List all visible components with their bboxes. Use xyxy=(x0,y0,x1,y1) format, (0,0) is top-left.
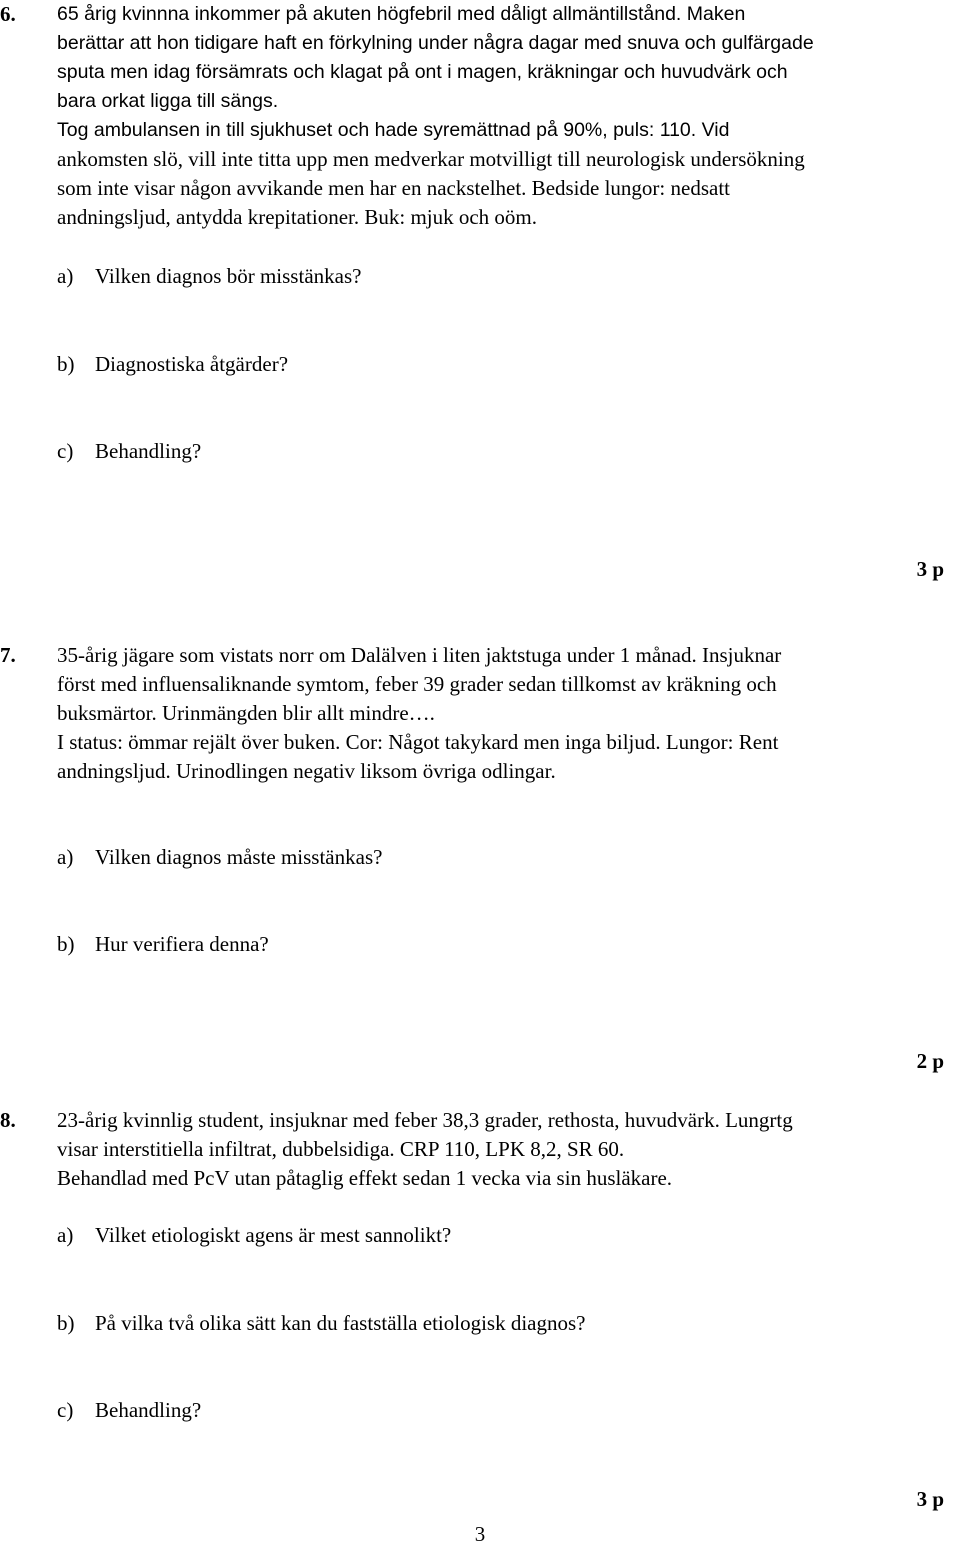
case-text-line: 65 årig kvinnna inkommer på akuten högfebril med dåligt allmäntillstånd. Maken xyxy=(57,3,746,25)
sub-question-text: På vilka två olika sätt kan du fastställa etiologisk diagnos? xyxy=(95,1311,586,1335)
sub-question-b xyxy=(57,350,288,379)
sub-question-label: b) xyxy=(57,932,75,956)
case-text-line: andningsljud. Urinodlingen negativ liksom övriga odlingar. xyxy=(57,759,556,783)
sub-question-c xyxy=(57,437,201,466)
case-text-line: visar interstitiella infiltrat, dubbelsidiga. CRP 110, LPK 8,2, SR 60. xyxy=(57,1137,625,1161)
sub-question-label: a) xyxy=(57,845,74,869)
sub-question-text: Vilken diagnos bör misstänkas? xyxy=(95,264,362,288)
sub-question-c xyxy=(57,1396,201,1425)
sub-question-label: b) xyxy=(57,352,75,376)
case-text-line: 23-årig kvinnlig student, insjuknar med feber 38,3 grader, rethosta, huvudvärk. Lungrtg xyxy=(57,1108,793,1132)
case-description-continued xyxy=(57,116,957,145)
points-label: 3 p xyxy=(916,557,944,581)
case-text-line: 35-årig jägare som vistats norr om Dalälven i liten jaktstuga under 1 månad. Insjuknar xyxy=(57,643,782,667)
case-text-line: ankomsten slö, vill inte titta upp men medverkar motvilligt till neurologisk undersökning xyxy=(57,147,805,171)
sub-question-label: c) xyxy=(57,1398,74,1422)
sub-question-text: Vilken diagnos måste misstänkas? xyxy=(95,845,383,869)
sub-question-text: Behandling? xyxy=(95,439,202,463)
sub-question-text: Diagnostiska åtgärder? xyxy=(95,352,289,376)
sub-question-text: Behandling? xyxy=(95,1398,202,1422)
case-text-line: berättar att hon tidigare haft en förkylning under några dagar med snuva och gulfärgade xyxy=(57,32,814,54)
case-text-line: I status: ömmar rejält över buken. Cor: Något takykard men inga biljud. Lungor: Rent xyxy=(57,730,779,754)
case-description xyxy=(57,641,957,786)
sub-question-a xyxy=(57,843,382,872)
sub-question-label: a) xyxy=(57,264,74,288)
sub-question-b xyxy=(57,930,269,959)
sub-question-a xyxy=(57,1221,451,1250)
sub-question-text: Vilket etiologiskt agens är mest sannolikt? xyxy=(95,1223,452,1247)
case-text-line: Tog ambulansen in till sjukhuset och hade syremättnad på 90%, puls: 110. Vid xyxy=(57,119,730,141)
case-description xyxy=(57,1106,957,1193)
case-text-line: buksmärtor. Urinmängden blir allt mindre…. xyxy=(57,701,435,725)
case-text-line: först med influensaliknande symtom, feber 39 grader sedan tillkomst av kräkning och xyxy=(57,672,777,696)
case-text-line: som inte visar någon avvikande men har en nackstelhet. Bedside lungor: nedsatt xyxy=(57,176,730,200)
case-description xyxy=(57,0,957,116)
page-number: 3 xyxy=(474,1522,486,1546)
points-label: 3 p xyxy=(916,1487,944,1511)
sub-question-label: b) xyxy=(57,1311,75,1335)
case-text-line: Behandlad med PcV utan påtaglig effekt sedan 1 vecka via sin husläkare. xyxy=(57,1166,673,1190)
sub-question-label: a) xyxy=(57,1223,74,1247)
case-text-line: bara orkat ligga till sängs. xyxy=(57,90,279,112)
case-text-line: andningsljud, antydda krepitationer. Buk: mjuk och oöm. xyxy=(57,205,538,229)
points-label: 2 p xyxy=(916,1049,944,1073)
question-number: 8. xyxy=(0,1108,16,1132)
case-description-serif xyxy=(57,145,957,232)
case-text-line: sputa men idag försämrats och klagat på ont i magen, kräkningar och huvudvärk och xyxy=(57,61,788,83)
sub-question-label: c) xyxy=(57,439,74,463)
question-number: 7. xyxy=(0,643,16,667)
sub-question-text: Hur verifiera denna? xyxy=(95,932,269,956)
sub-question-a xyxy=(57,262,361,291)
question-number: 6. xyxy=(0,2,16,26)
sub-question-b xyxy=(57,1309,586,1338)
